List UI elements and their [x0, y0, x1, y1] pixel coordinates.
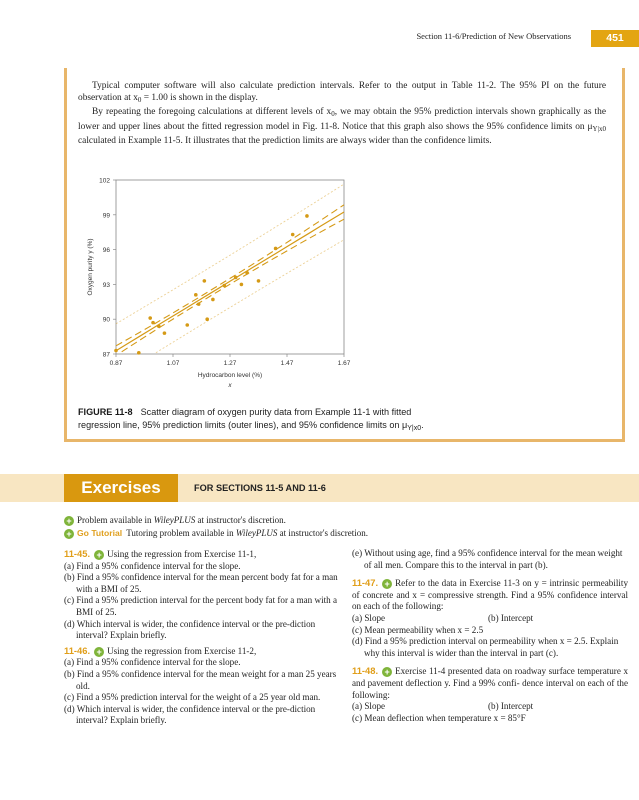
exercise-part [352, 636, 628, 659]
exercises-column-left [64, 548, 340, 730]
plus-circle-icon: + [64, 529, 74, 539]
figure-label: FIGURE 11-8 [78, 407, 133, 417]
exercise-part [352, 548, 628, 571]
exercises-sections: FOR SECTIONS 11-5 AND 11-6 [194, 483, 326, 493]
page-header [0, 30, 639, 48]
intro-p2-line4: than the confidence limits. [392, 135, 492, 146]
exercise-part [64, 595, 340, 618]
caption-line1: Scatter diagram of oxygen purity data from Example 11-1 with fitted [140, 407, 412, 417]
figure-caption [78, 406, 598, 435]
exercise-part: (b) Intercept [488, 612, 534, 623]
exercise-number: 11-46. [64, 644, 91, 656]
exercise-text: man 25 years old. [76, 668, 337, 691]
x-axis-label: Hydrocarbon level (%) [197, 372, 263, 379]
exercise-part: (a) Slope [352, 612, 386, 623]
y-tick-label: 93 [102, 281, 110, 289]
fitted-regression-line [116, 212, 344, 351]
y-tick-label: 96 [102, 247, 110, 255]
exercise-text: permeability of concrete and x = compressive strength. Find a [352, 578, 628, 600]
intro-paragraph-2 [78, 106, 606, 147]
legend-text: at instructor's discretion. [277, 528, 368, 538]
data-point [257, 279, 261, 283]
exercise-text: (b) Find a 95% confidence interval for the mean percent body [64, 572, 289, 583]
prediction-limit-line [156, 240, 344, 353]
exercise-text: dence interval on each of the following: [352, 677, 629, 700]
exercise-part [64, 572, 340, 595]
exercise-text: diction interval? Explain briefly. [76, 618, 316, 641]
data-point [197, 302, 201, 306]
exercise-11-46-continued [352, 548, 628, 571]
plus-circle-icon: + [382, 579, 392, 589]
exercise-text: Using the regression from Exercise 11-2, [107, 645, 257, 656]
caption-line2a: regression line, 95% prediction limits (outer lines), and 95% confidence limits on μ [78, 420, 408, 430]
data-point [151, 321, 155, 325]
subscript: 0 [331, 110, 335, 119]
exercise-text: Refer to the data in Exercise 11-3 on y = intrinsic [395, 578, 580, 589]
data-point [157, 324, 161, 328]
subscript: Y|x0 [592, 124, 606, 133]
intro-p2-line1b: , we may obtain the 95% prediction intervals shown [334, 107, 536, 118]
intro-text [78, 80, 606, 147]
exercises-column-right [352, 548, 628, 727]
legend-text: WileyPLUS [153, 515, 196, 525]
plus-circle-icon: + [64, 516, 74, 526]
exercise-part: (c) Mean permeability when x = 2.5 [352, 624, 484, 635]
data-point [245, 271, 249, 275]
x-axis-symbol: x [228, 382, 232, 389]
data-point [305, 214, 309, 218]
subscript: Y|x0 [407, 425, 422, 432]
exercise-text: (d) Find a 95% prediction interval on permeability when [352, 636, 558, 647]
confidence-limit-line [122, 219, 344, 352]
legend-text: WileyPLUS [235, 528, 278, 538]
exercise-text: part (b). [518, 559, 548, 570]
y-tick-label: 87 [102, 351, 110, 359]
x-tick-label: 1.67 [337, 360, 351, 367]
exercise-text: Using the regression from Exercise 11-1, [107, 549, 257, 559]
data-point [114, 349, 118, 353]
exercise-part: (a) Slope [352, 701, 386, 712]
data-point [163, 331, 167, 335]
legend-wileyplus [64, 514, 286, 526]
x-tick-label: 1.47 [280, 360, 294, 367]
exercises-banner [0, 474, 639, 502]
intro-p2-line3a: the 95% confidence limits on μ [472, 121, 593, 132]
exercise-part [64, 704, 340, 727]
data-point [137, 351, 141, 355]
exercise-text: diction interval? Explain briefly. [76, 703, 316, 726]
y-tick-label: 90 [102, 316, 110, 324]
exercise-11-47 [352, 577, 628, 659]
exercise-part: (c) Mean deflection when temperature x = 85°F [352, 712, 526, 723]
exercise-text: (c) Find a 95% prediction interval for the percent body fat for [64, 595, 288, 606]
x-tick-label: 1.27 [223, 360, 237, 367]
intro-p2-line2: graphically as the lower and upper lines about the fitted regression model in Fig. 11-8. Notice that this graph also shows [78, 107, 606, 132]
exercise-text: (d) Which interval is wider, the confidence interval or the pre- [64, 703, 290, 714]
data-point [291, 233, 295, 237]
exercise-text: mean weight of all men. Compare this to the interval in [364, 548, 623, 570]
exercise-number: 11-47. [352, 577, 379, 589]
data-point [203, 279, 207, 283]
x-tick-label: 1.07 [166, 360, 180, 367]
data-point [223, 284, 227, 288]
exercise-part: (a) Find a 95% confidence interval for the slope. [64, 657, 241, 668]
subscript: 0 [137, 96, 142, 105]
intro-paragraph-1 [78, 80, 606, 106]
intro-p2-line1a: By repeating the foregoing calculations at different levels of x [92, 107, 332, 118]
plot-area [116, 180, 344, 354]
intro-p1-line2b: = 1.00 is shown in the display. [141, 93, 258, 104]
exercise-text: (c) Find a 95% prediction interval for the weight of a 25 year [64, 692, 287, 703]
exercise-text: (b) Find a 95% confidence interval for the mean weight for a [64, 668, 286, 679]
intro-p2-line3b: calculated in Example 11-5. It illustrates that the prediction limits are always wider [78, 135, 390, 146]
exercise-number: 11-48. [352, 665, 379, 677]
exercise-text: x = 2.5. Explain why this interval is wider than the interval [364, 636, 619, 658]
confidence-limit-line [116, 205, 344, 346]
exercise-text: (e) Without using age, find a 95% confidence interval for the [352, 548, 574, 558]
intro-p1-line1: Typical computer software will also calculate prediction intervals. Refer to the output in Table 11-2. The 95% PI on [92, 81, 564, 91]
data-point [240, 283, 244, 287]
go-tutorial-tag: Go Tutorial [77, 528, 123, 538]
plus-circle-icon: + [94, 550, 104, 560]
exercise-text: 95% confidence interval on each of the following: [352, 589, 628, 612]
exercise-11-46 [64, 645, 340, 727]
exercise-part [64, 692, 340, 704]
exercise-11-48 [352, 665, 628, 724]
scatter-chart [0, 168, 639, 408]
prediction-limit-line [116, 184, 344, 324]
page-number-badge: 451 [591, 30, 639, 47]
exercise-text: a man with a BMI of 25. [76, 595, 337, 617]
legend-text: Problem available in [77, 515, 154, 525]
exercise-part [64, 669, 340, 692]
caption-line2b: . [421, 420, 424, 430]
legend-text: at instructor's discretion. [195, 515, 286, 525]
plus-circle-icon: + [382, 667, 392, 677]
data-point [274, 247, 278, 251]
legend-go-tutorial [64, 527, 368, 539]
exercise-part [64, 619, 340, 642]
intro-p1-line2a: the future observation at x [78, 81, 606, 104]
exercise-text: (d) Which interval is wider, the confidence interval or the pre- [64, 618, 290, 629]
exercise-text: temperature x and pavement deflection y. Find a 99% confi- [352, 666, 629, 688]
plus-circle-icon: + [94, 647, 104, 657]
exercises-title: Exercises [64, 474, 178, 502]
y-tick-label: 102 [99, 177, 110, 185]
exercise-text: Exercise 11-4 presented data on roadway surface [395, 666, 575, 677]
legend-text: Tutoring problem available in [126, 528, 236, 538]
exercise-text: in part (c). [520, 647, 559, 658]
data-point [234, 276, 238, 280]
y-tick-label: 99 [102, 212, 110, 220]
x-tick-label: 0.87 [109, 360, 123, 367]
exercise-part: (b) Intercept [488, 701, 534, 712]
exercise-number: 11-45. [64, 548, 91, 559]
data-point [148, 316, 152, 320]
data-point [205, 317, 209, 321]
exercise-part-pair [352, 613, 628, 625]
running-head: Section 11-6/Prediction of New Observations [416, 31, 571, 41]
data-point [185, 323, 189, 327]
exercise-part: (a) Find a 95% confidence interval for the slope. [64, 560, 241, 571]
exercise-part-pair [352, 701, 628, 713]
data-point [194, 293, 198, 297]
exercise-11-45 [64, 548, 340, 642]
y-axis-label: Oxygen purity y (%) [87, 238, 94, 296]
exercise-text: old man. [288, 692, 321, 703]
data-point [211, 298, 215, 302]
exercise-text: fat for a man with a BMI of 25. [76, 572, 338, 594]
